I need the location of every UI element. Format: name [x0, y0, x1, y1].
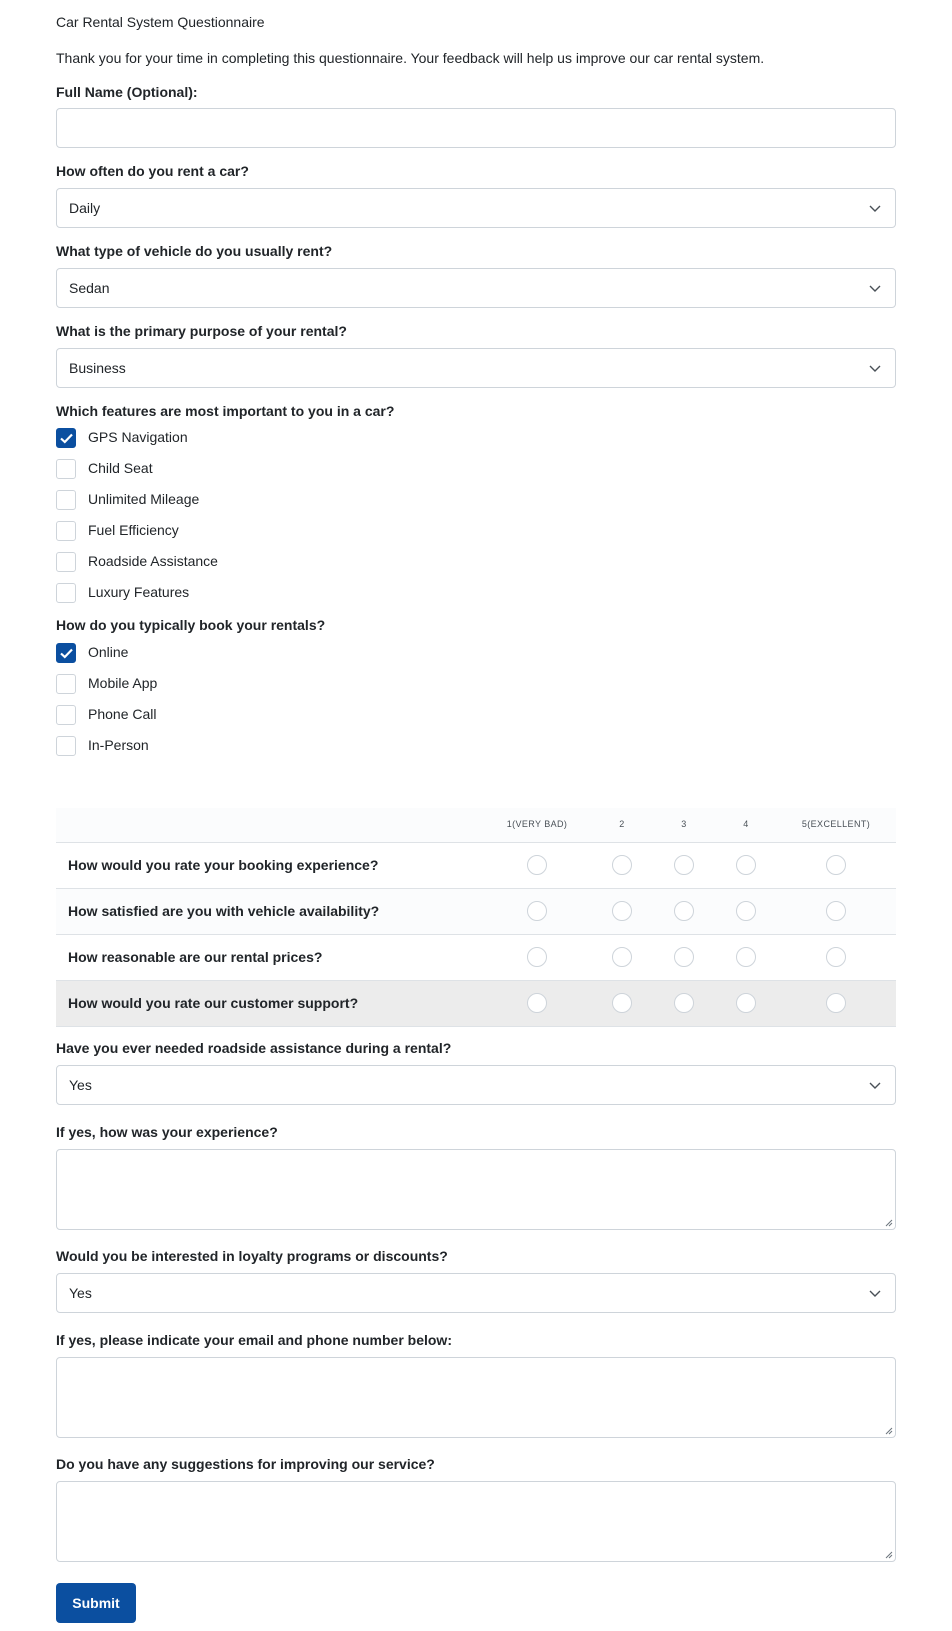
- vehicle-type-label: What type of vehicle do you usually rent?: [56, 243, 333, 259]
- radio-rating-1[interactable]: [527, 947, 547, 967]
- radio-rating-2[interactable]: [612, 855, 632, 875]
- checkbox[interactable]: [56, 674, 76, 694]
- rental-purpose-label: What is the primary purpose of your rental?: [56, 323, 347, 339]
- checkbox[interactable]: [56, 583, 76, 603]
- radio-rating-4[interactable]: [736, 901, 756, 921]
- checkbox[interactable]: [56, 521, 76, 541]
- checkbox[interactable]: [56, 428, 76, 448]
- features-label: Which features are most important to you in a car?: [56, 403, 395, 419]
- checkbox-label: Fuel Efficiency: [88, 522, 179, 538]
- rating-column-3: 3: [681, 819, 687, 829]
- checkbox-label: Online: [88, 644, 129, 660]
- radio-rating-5[interactable]: [826, 993, 846, 1013]
- loyalty-interest-select[interactable]: [56, 1273, 896, 1313]
- rent-frequency-select[interactable]: [56, 188, 896, 228]
- roadside-needed-value: Yes: [69, 1077, 92, 1093]
- rating-row-booking-experience: [56, 843, 896, 889]
- roadside-needed-select[interactable]: [56, 1065, 896, 1105]
- radio-rating-1[interactable]: [527, 993, 547, 1013]
- rating-row-vehicle-availability: [56, 889, 896, 935]
- rating-row-rental-prices: [56, 935, 896, 981]
- chevron-down-icon: [869, 362, 881, 374]
- chevron-down-icon: [869, 202, 881, 214]
- vehicle-type-value: Sedan: [69, 280, 110, 296]
- loyalty-interest-value: Yes: [69, 1285, 92, 1301]
- full-name-input[interactable]: [56, 108, 896, 148]
- checkbox[interactable]: [56, 736, 76, 756]
- form-intro: Thank you for your time in completing this questionnaire. Your feedback will help us improve our car rental system.: [56, 50, 765, 66]
- resize-grip-icon[interactable]: [884, 1218, 893, 1227]
- roadside-experience-label: If yes, how was your experience?: [56, 1124, 278, 1140]
- checkbox-label: In-Person: [88, 737, 149, 753]
- checkbox-label: Mobile App: [88, 675, 158, 691]
- radio-rating-3[interactable]: [674, 993, 694, 1013]
- radio-rating-1[interactable]: [527, 901, 547, 921]
- radio-rating-4[interactable]: [736, 993, 756, 1013]
- radio-rating-5[interactable]: [826, 947, 846, 967]
- checkbox-label: Luxury Features: [88, 584, 190, 600]
- roadside-needed-label: Have you ever needed roadside assistance during a rental?: [56, 1040, 452, 1056]
- rent-frequency-label: How often do you rent a car?: [56, 163, 249, 179]
- checkbox[interactable]: [56, 552, 76, 572]
- rating-matrix-header: [56, 808, 896, 843]
- chevron-down-icon: [869, 1079, 881, 1091]
- check-icon: [60, 648, 73, 659]
- rental-purpose-value: Business: [69, 360, 126, 376]
- radio-rating-1[interactable]: [527, 855, 547, 875]
- checkbox-label: Roadside Assistance: [88, 553, 218, 569]
- booking-method-label: How do you typically book your rentals?: [56, 617, 326, 633]
- radio-rating-4[interactable]: [736, 855, 756, 875]
- rent-frequency-value: Daily: [69, 200, 101, 216]
- rating-column-5: 5(EXCELLENT): [801, 819, 871, 829]
- radio-rating-5[interactable]: [826, 855, 846, 875]
- full-name-label: Full Name (Optional):: [56, 84, 198, 100]
- checkbox-label: Child Seat: [88, 460, 153, 476]
- checkbox[interactable]: [56, 459, 76, 479]
- rental-purpose-select[interactable]: [56, 348, 896, 388]
- rating-column-1: 1(VERY BAD): [506, 819, 568, 829]
- rating-question: How satisfied are you with vehicle availability?: [68, 903, 380, 919]
- form-title: Car Rental System Questionnaire: [56, 14, 265, 30]
- vehicle-type-select[interactable]: [56, 268, 896, 308]
- contact-info-textarea[interactable]: [56, 1357, 896, 1438]
- rating-column-2: 2: [619, 819, 625, 829]
- radio-rating-2[interactable]: [612, 901, 632, 921]
- checkbox[interactable]: [56, 643, 76, 663]
- suggestions-textarea[interactable]: [56, 1481, 896, 1562]
- resize-grip-icon[interactable]: [884, 1426, 893, 1435]
- contact-info-label: If yes, please indicate your email and phone number below:: [56, 1332, 452, 1348]
- check-icon: [60, 433, 73, 444]
- rating-row-customer-support: [56, 981, 896, 1027]
- checkbox-label: GPS Navigation: [88, 429, 188, 445]
- checkbox[interactable]: [56, 490, 76, 510]
- chevron-down-icon: [869, 282, 881, 294]
- radio-rating-3[interactable]: [674, 855, 694, 875]
- submit-button[interactable]: Submit: [56, 1583, 136, 1623]
- radio-rating-2[interactable]: [612, 947, 632, 967]
- loyalty-interest-label: Would you be interested in loyalty programs or discounts?: [56, 1248, 448, 1264]
- rating-column-4: 4: [743, 819, 749, 829]
- checkbox-label: Phone Call: [88, 706, 157, 722]
- rating-question: How would you rate our customer support?: [68, 995, 359, 1011]
- radio-rating-4[interactable]: [736, 947, 756, 967]
- radio-rating-3[interactable]: [674, 947, 694, 967]
- rating-matrix: [56, 808, 896, 1027]
- rating-question: How would you rate your booking experience?: [68, 857, 379, 873]
- resize-grip-icon[interactable]: [884, 1550, 893, 1559]
- suggestions-label: Do you have any suggestions for improving our service?: [56, 1456, 435, 1472]
- roadside-experience-textarea[interactable]: [56, 1149, 896, 1230]
- rating-question: How reasonable are our rental prices?: [68, 949, 323, 965]
- checkbox-label: Unlimited Mileage: [88, 491, 200, 507]
- checkbox[interactable]: [56, 705, 76, 725]
- radio-rating-2[interactable]: [612, 993, 632, 1013]
- chevron-down-icon: [869, 1287, 881, 1299]
- radio-rating-5[interactable]: [826, 901, 846, 921]
- radio-rating-3[interactable]: [674, 901, 694, 921]
